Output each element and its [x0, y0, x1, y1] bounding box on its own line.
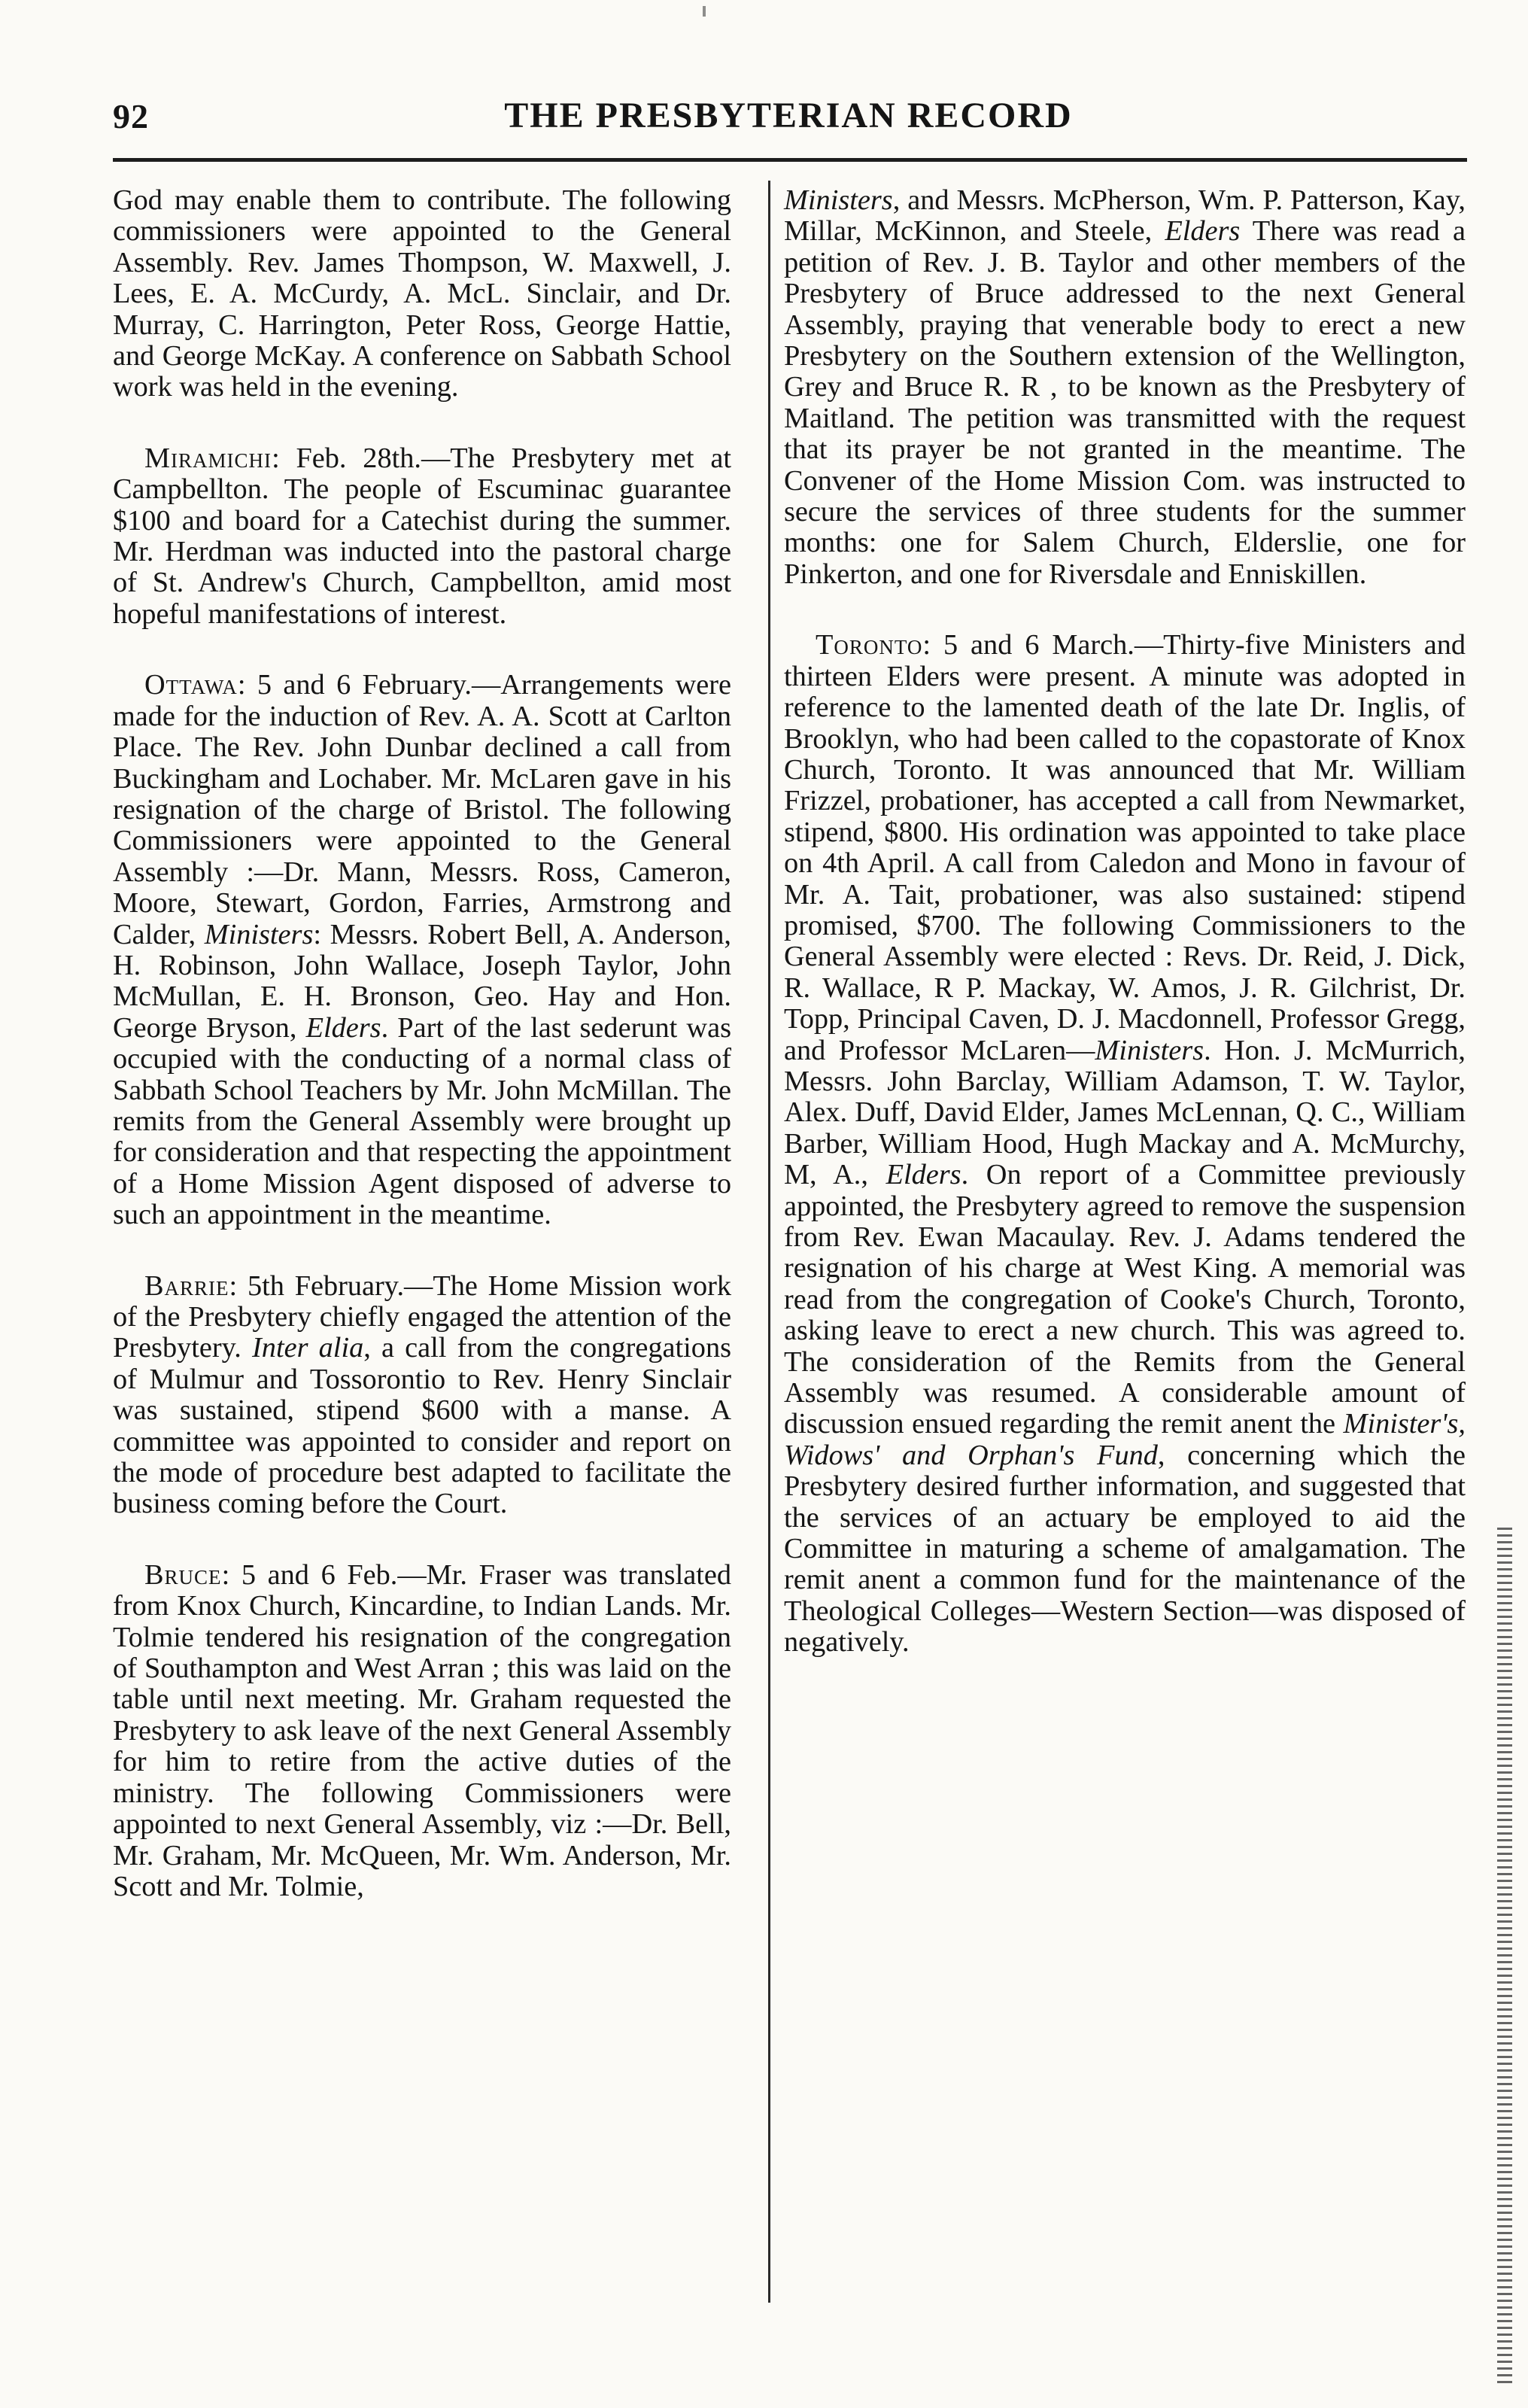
presbytery-name: Bruce — [144, 1558, 222, 1591]
presbytery-name: Toronto — [816, 629, 923, 661]
paragraph-continuation: God may enable them to contribute. The following commissioners were appointed to the General Assembly. Rev. James Thompson, W. Maxwell, J. Lees, E. A. McCurdy, A. McL. Sinclair, and Dr. Murray, C. Harrington, Peter Ross, George Hattie, and George McKay. A conference on Sabbath School work was held in the evening. — [113, 184, 731, 403]
italic-fund-name: Minister's, Widows' and Orphan's Fund — [784, 1408, 1466, 1471]
entry-miramichi — [113, 443, 731, 630]
left-column — [113, 185, 731, 1942]
entry-text: . Part of the last sederunt was occupied with the conducting of a normal class of Sabbath School Teachers by Mr. John McMillan. The remits from the General Assembly were brought up for consideration and that respecting the appointment of a Home Mission Agent disposed of adverse to such an appointment in the meantime. — [113, 1011, 731, 1231]
entry-barrie — [113, 1271, 731, 1520]
entry-text: : 5 and 6 February.—Arrangements were made for the induction of Rev. A. A. Scott at Carlton Place. The Rev. John Dunbar declined a call from Buckingham and Lochaber. Mr. McLaren gave in his resignation of the charge of Bristol. The following Commissioners were appointed to the General Assembly :—Dr. Mann, Messrs. Ross, Cameron, Moore, Stewart, Gordon, Farries, Armstrong and Calder, — [113, 669, 731, 950]
running-title: THE PRESBYTERIAN RECORD — [504, 96, 1073, 135]
print-speck — [703, 6, 706, 17]
italic-ministers: Ministers — [1095, 1034, 1204, 1066]
column-divider — [768, 181, 770, 2303]
italic-ministers: Ministers — [784, 184, 893, 216]
italic-ministers: Ministers — [204, 918, 314, 950]
entry-toronto — [784, 630, 1466, 1658]
entry-text: , a call from the congregations of Mulmur and Tossorontio to Rev. Henry Sinclair was sustained, stipend $600 with a manse. A committee was appointed to consider and report on the mode of procedure best adapted to facilitate the business coming before the Court. — [113, 1332, 731, 1520]
entry-text: . Hon. J. McMurrich, Messrs. John Barclay, William Adamson, T. W. Taylor, Alex. Duff, David Elder, James McLennan, Q. C., William Barber, William Hood, Hugh Mackay and A. McMurchy, M, A., — [784, 1034, 1466, 1191]
presbytery-name: Barrie — [144, 1269, 229, 1302]
entry-bruce — [113, 1560, 731, 1902]
entry-text: , concerning which the Presbytery desired further information, and suggested that the services of an actuary be employed to aid the Committee in maturing a scheme of amalgamation. The remit anent a common fund for the maintenance of the Theological Colleges—Western Section—was disposed of negatively. — [784, 1439, 1466, 1659]
entry-text: . On report of a Committee previously appointed, the Presbytery agreed to remove the suspension from Rev. Ewan Macaulay. Rev. J. Adams tendered the resignation of his charge at West King. A memorial was read from the congregation of Cooke's Church, Toronto, asking leave to erect a new church. This was agreed to. The consideration of the Remits from the General Assembly was resumed. A considerable amount of discussion ensued regarding the remit anent the — [784, 1159, 1466, 1440]
page-header — [113, 92, 1464, 144]
entry-text: : 5 and 6 Feb.—Mr. Fraser was translated from Knox Church, Kincardine, to Indian Lands. Mr. Tolmie tendered his resignation of the congregation of Southampton and West Arran ; this was laid on the table until next meeting. Mr. Graham requested the Presbytery to ask leave of the next General Assembly for him to retire from the active duties of the ministry. The following Commissioners were appointed to next General Assembly, viz :—Dr. Bell, Mr. Graham, Mr. McQueen, Mr. Wm. Anderson, Mr. Scott and Mr. Tolmie, — [113, 1558, 731, 1902]
presbytery-name: Ottawa — [144, 669, 238, 701]
paragraph-continuation — [784, 185, 1466, 590]
entry-text: : Messrs. Robert Bell, A. Anderson, H. Robinson, John Wallace, Joseph Taylor, John McMullan, E. H. Bronson, Geo. Hay and Hon. George Bryson, — [113, 918, 731, 1044]
italic-elders: Elders — [305, 1011, 381, 1044]
entry-text: : 5th February.—The Home Mission work of the Presbytery chiefly engaged the attention of the Presbytery. — [113, 1269, 731, 1364]
right-column — [784, 185, 1466, 1698]
entry-text: : Feb. 28th.—The Presbytery met at Campbellton. The people of Escuminac guarantee $100 and board for a Catechist during the summer. Mr. Herdman was inducted into the pastoral charge of St. Andrew's Church, Campbellton, amid most hopeful manifestations of interest. — [113, 442, 731, 630]
page-number: 92 — [113, 97, 149, 135]
italic-elders: Elders — [886, 1159, 961, 1191]
entry-text: There was read a petition of Rev. J. B. Taylor and other members of the Presbytery of Bruce addressed to the next General Assembly, praying that venerable body to erect a new Presbytery on the Southern extension of the Wellington, Grey and Bruce R. R , to be known as the Presbytery of Maitland. The petition was transmitted with the request that its prayer be not granted in the meantime. The Convener of the Home Mission Com. was instructed to secure the services of three students for the summer months: one for Salem Church, Elderslie, one for Pinkerton, and one for Riversdale and Enniskillen. — [784, 215, 1466, 590]
header-rule — [113, 158, 1467, 162]
italic-elders: Elders — [1165, 215, 1241, 248]
italic-inter-alia: Inter alia — [252, 1332, 364, 1364]
page-edge-marks — [1497, 1528, 1512, 2385]
entry-text: , and Messrs. McPherson, Wm. P. Patterson, Kay, Millar, McKinnon, and Steele, — [784, 184, 1466, 248]
entry-ottawa — [113, 670, 731, 1230]
presbytery-name: Miramichi — [144, 442, 272, 474]
entry-text: : 5 and 6 March.—Thirty-five Ministers and thirteen Elders were present. A minute was adopted in reference to the lamented death of the late Dr. Inglis, of Brooklyn, who had been called to the copastorate of Knox Church, Toronto. It was announced that Mr. William Frizzel, probationer, has accepted a call from Newmarket, stipend, $800. His ordination was appointed to take place on 4th April. A call from Caledon and Mono in favour of Mr. A. Tait, probationer, was also sustained: stipend promised, $700. The following Commissioners to the General Assembly were elected : Revs. Dr. Reid, J. Dick, R. Wallace, R P. Mackay, W. Amos, J. R. Gilchrist, Dr. Topp, Principal Caven, D. J. Macdonnell, Professor Gregg, and Professor McLaren— — [784, 629, 1466, 1066]
